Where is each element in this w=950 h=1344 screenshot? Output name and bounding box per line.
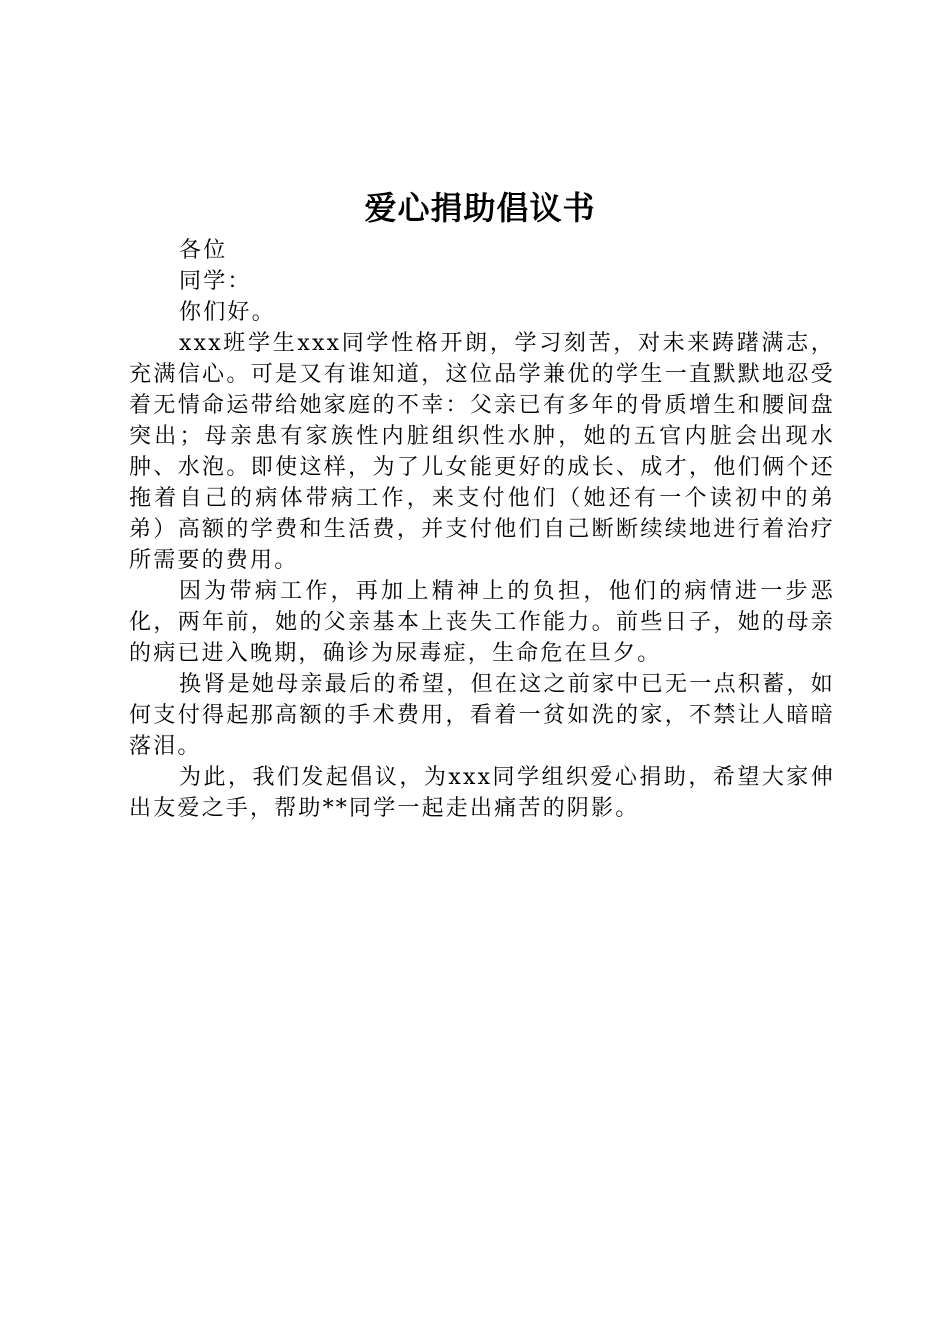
salutation-line-1: 各位 [179, 238, 228, 263]
document-body [129, 235, 835, 824]
document-title: 爱心捐助倡议书 [364, 189, 596, 227]
body-paragraph-1: xxx班学生xxx同学性格开朗，学习刻苦，对未来踌躇满志，充满信心。可是又有谁知道，这位品学兼优的学生一直默默地忍受着无情命运带给她家庭的不幸：父亲已有多年的骨质增生和腰间盘突出；母亲患有家族性内脏组织性水肿，她的五官内脏会出现水肿、水泡。即使这样，为了儿女能更好的成长、成才，他们俩个还拖着自己的病体带病工作，来支付他们（她还有一个读初中的弟弟）高额的学费和生活费，并支付他们自己断断续续地进行着治疗所需要的费用。 [129, 331, 835, 573]
body-paragraph-3: 换肾是她母亲最后的希望，但在这之前家中已无一点积蓄，如何支付得起那高额的手术费用，看着一贫如洗的家，不禁让人暗暗落泪。 [129, 672, 835, 759]
body-paragraph-2: 因为带病工作，再加上精神上的负担，他们的病情进一步恶化，两年前，她的父亲基本上丧失工作能力。前些日子，她的母亲的病已进入晚期，确诊为尿毒症，生命危在旦夕。 [129, 579, 835, 666]
salutation-line-2: 同学： [179, 269, 252, 294]
greeting-line: 你们好。 [179, 300, 276, 325]
body-paragraph-4: 为此，我们发起倡议，为xxx同学组织爱心捐助，希望大家伸出友爱之手，帮助**同学一起走出痛苦的阴影。 [129, 765, 835, 821]
